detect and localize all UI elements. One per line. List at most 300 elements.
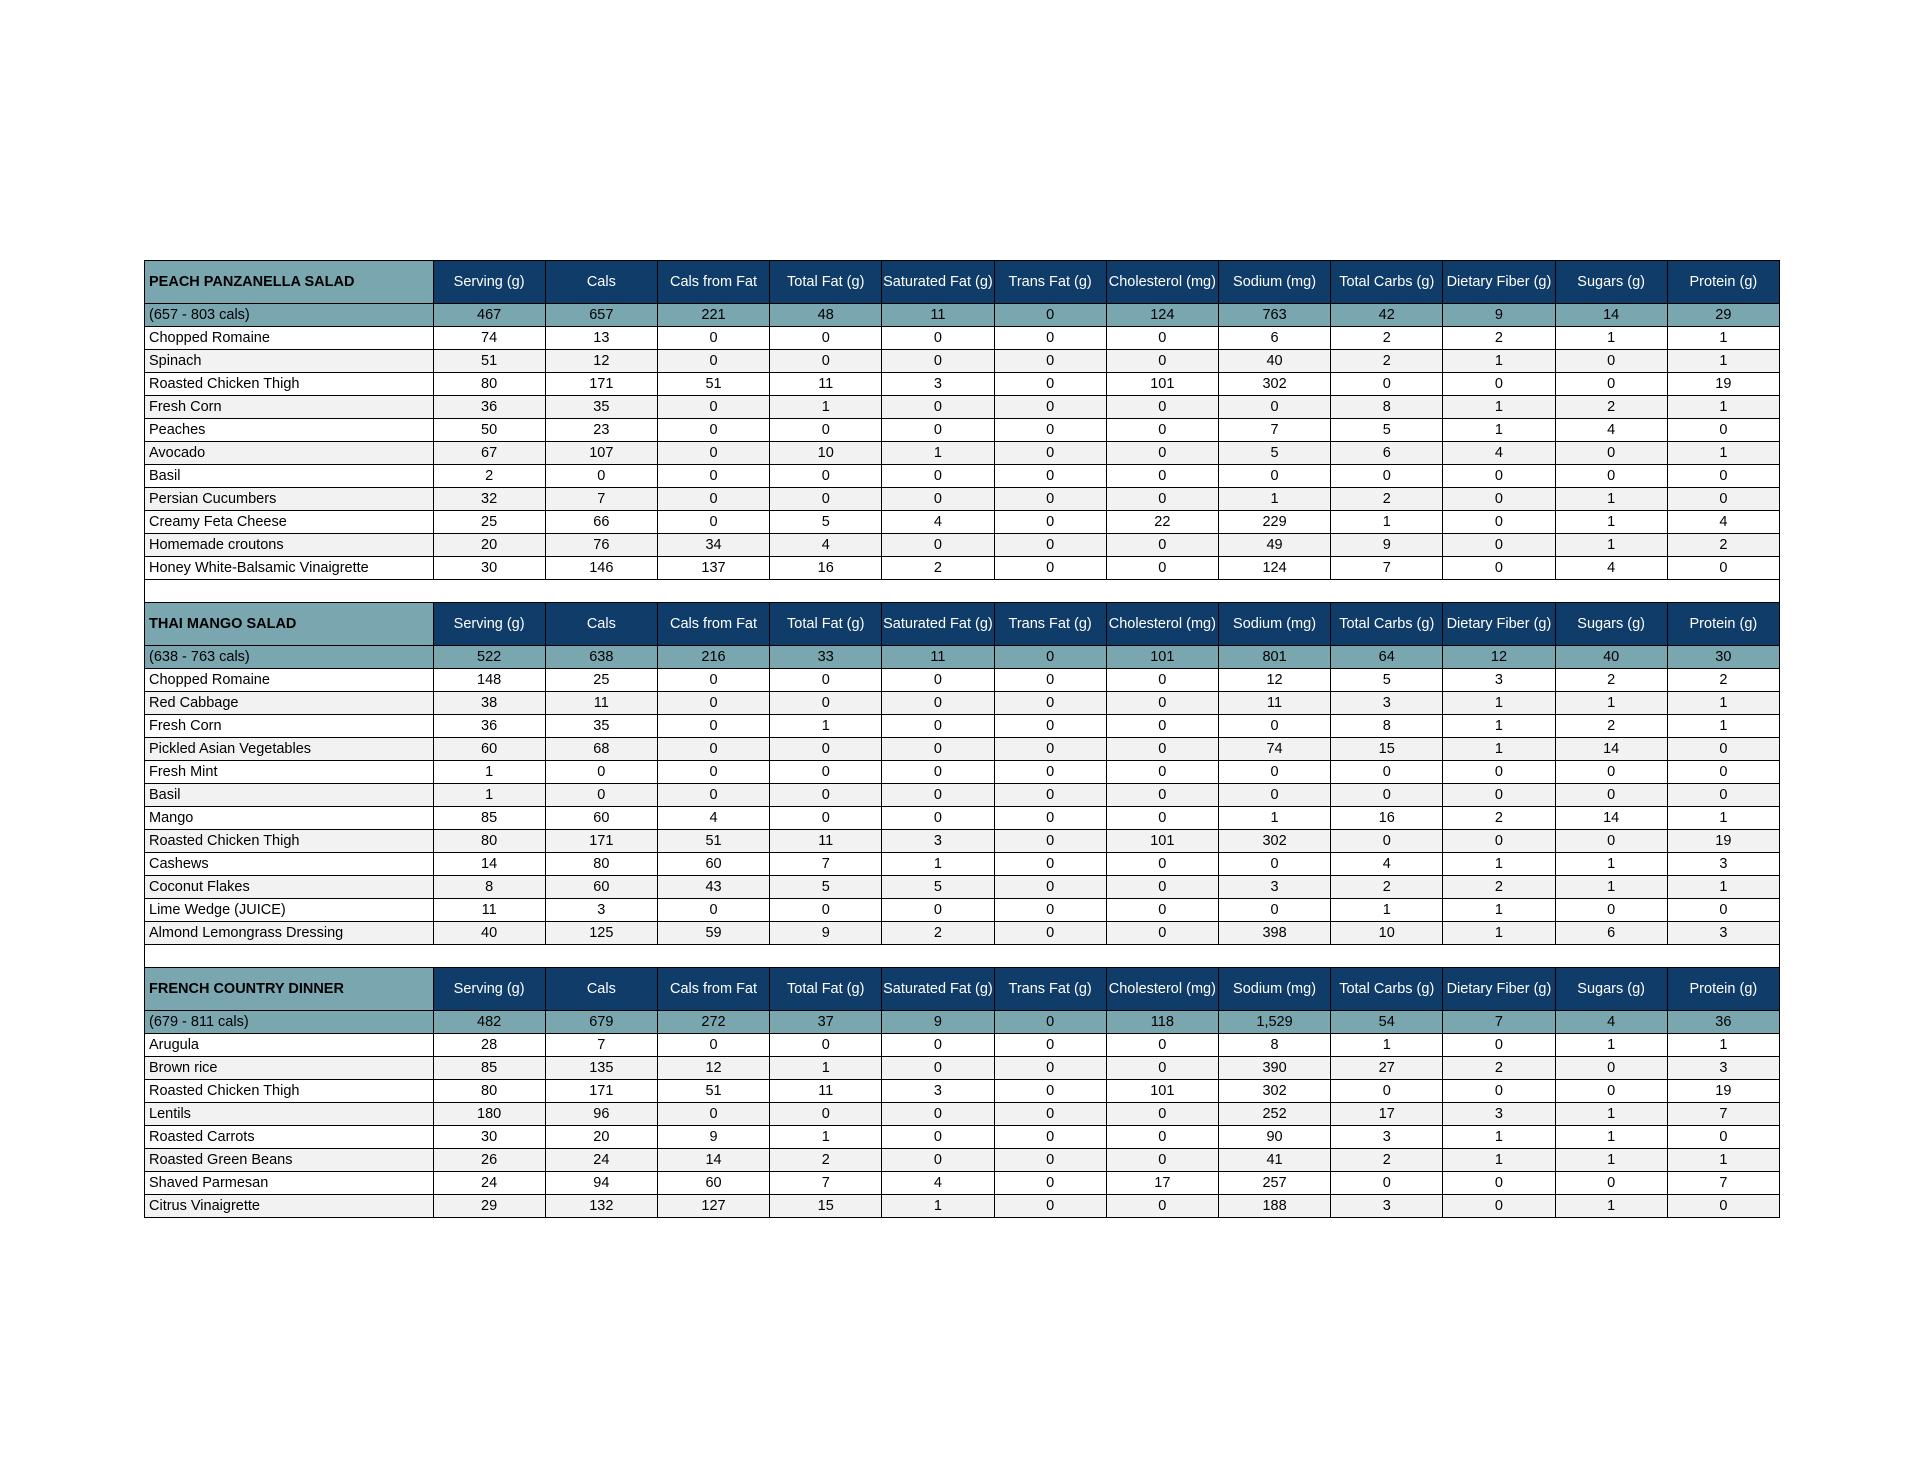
nutrient-value: 0: [882, 738, 994, 761]
nutrient-value: 11: [545, 692, 657, 715]
nutrient-value: 3: [1667, 922, 1779, 945]
table-row: [145, 419, 1780, 442]
nutrient-value: 9: [657, 1126, 769, 1149]
nutrient-value: 11: [433, 899, 545, 922]
nutrient-value: 0: [882, 715, 994, 738]
ingredient-name: Lime Wedge (JUICE): [145, 899, 434, 922]
nutrient-value: 38: [433, 692, 545, 715]
nutrient-value: 80: [433, 1080, 545, 1103]
table-row: [145, 1126, 1780, 1149]
nutrient-value: 12: [1218, 669, 1330, 692]
nutrient-value: 0: [545, 465, 657, 488]
nutrient-value: 0: [770, 807, 882, 830]
table-row: [145, 784, 1780, 807]
nutrient-value: 0: [1106, 1126, 1218, 1149]
nutrient-value: 5: [1331, 669, 1443, 692]
nutrient-value: 1: [1555, 511, 1667, 534]
column-header: Cals from Fat: [657, 261, 769, 304]
nutrient-value: 0: [657, 784, 769, 807]
nutrient-value: 2: [1331, 876, 1443, 899]
nutrient-value: 0: [657, 327, 769, 350]
nutrient-value: 0: [994, 557, 1106, 580]
nutrient-value: 11: [770, 1080, 882, 1103]
nutrient-value: 1: [1667, 692, 1779, 715]
table-row: [145, 1195, 1780, 1218]
nutrient-value: 0: [770, 669, 882, 692]
table-row: [145, 876, 1780, 899]
nutrient-value: 36: [433, 715, 545, 738]
column-header: Sodium (mg): [1218, 261, 1330, 304]
nutrient-value: 14: [1555, 807, 1667, 830]
nutrient-value: 1: [770, 715, 882, 738]
nutrient-value: 0: [994, 396, 1106, 419]
nutrient-value: 0: [1667, 419, 1779, 442]
nutrient-value: 0: [1443, 373, 1555, 396]
column-header: Total Fat (g): [770, 603, 882, 646]
nutrient-value: 0: [770, 784, 882, 807]
column-header: Total Fat (g): [770, 968, 882, 1011]
nutrient-value: 101: [1106, 373, 1218, 396]
nutrient-value: 0: [1555, 830, 1667, 853]
nutrient-value: 76: [545, 534, 657, 557]
total-value: 216: [657, 646, 769, 669]
table-body: [145, 261, 1780, 1218]
nutrient-value: 24: [545, 1149, 657, 1172]
section-title: PEACH PANZANELLA SALAD: [145, 261, 434, 304]
total-value: 763: [1218, 304, 1330, 327]
nutrient-value: 0: [1443, 534, 1555, 557]
nutrient-value: 3: [882, 830, 994, 853]
nutrient-value: 146: [545, 557, 657, 580]
total-value: 7: [1443, 1011, 1555, 1034]
nutrient-value: 0: [1443, 465, 1555, 488]
nutrient-value: 85: [433, 807, 545, 830]
nutrient-value: 0: [770, 738, 882, 761]
ingredient-name: Red Cabbage: [145, 692, 434, 715]
nutrient-value: 1: [433, 784, 545, 807]
ingredient-name: Persian Cucumbers: [145, 488, 434, 511]
nutrient-value: 148: [433, 669, 545, 692]
nutrient-value: 0: [994, 761, 1106, 784]
ingredient-name: Arugula: [145, 1034, 434, 1057]
nutrient-value: 13: [545, 327, 657, 350]
nutrient-value: 6: [1555, 922, 1667, 945]
column-header: Serving (g): [433, 968, 545, 1011]
table-row: [145, 534, 1780, 557]
nutrient-value: 5: [1331, 419, 1443, 442]
nutrient-value: 0: [1443, 784, 1555, 807]
nutrient-value: 0: [1106, 327, 1218, 350]
total-value: 14: [1555, 304, 1667, 327]
total-value: 118: [1106, 1011, 1218, 1034]
nutrient-value: 0: [1106, 784, 1218, 807]
nutrient-value: 24: [433, 1172, 545, 1195]
ingredient-name: Lentils: [145, 1103, 434, 1126]
column-header: Sugars (g): [1555, 603, 1667, 646]
nutrient-value: 80: [433, 373, 545, 396]
calorie-range: (657 - 803 cals): [145, 304, 434, 327]
nutrient-value: 0: [1443, 830, 1555, 853]
column-header: Total Carbs (g): [1331, 261, 1443, 304]
nutrient-value: 0: [1555, 899, 1667, 922]
nutrient-value: 0: [770, 465, 882, 488]
total-value: 4: [1555, 1011, 1667, 1034]
nutrient-value: 50: [433, 419, 545, 442]
nutrient-value: 1: [1443, 396, 1555, 419]
table-row: [145, 715, 1780, 738]
nutrient-value: 0: [994, 853, 1106, 876]
nutrient-value: 0: [770, 419, 882, 442]
ingredient-name: Fresh Mint: [145, 761, 434, 784]
table-row: [145, 327, 1780, 350]
ingredient-name: Cashews: [145, 853, 434, 876]
nutrient-value: 7: [1331, 557, 1443, 580]
column-header: Cholesterol (mg): [1106, 603, 1218, 646]
table-row: [145, 557, 1780, 580]
nutrient-value: 59: [657, 922, 769, 945]
nutrient-value: 124: [1218, 557, 1330, 580]
nutrient-value: 0: [1106, 692, 1218, 715]
nutrient-value: 0: [657, 442, 769, 465]
nutrient-value: 60: [433, 738, 545, 761]
table-row: [145, 899, 1780, 922]
nutrient-value: 10: [1331, 922, 1443, 945]
nutrient-value: 12: [657, 1057, 769, 1080]
nutrient-value: 0: [770, 761, 882, 784]
nutrient-value: 0: [882, 1103, 994, 1126]
nutrient-value: 8: [1331, 396, 1443, 419]
nutrient-value: 3: [1218, 876, 1330, 899]
nutrient-value: 0: [1443, 1195, 1555, 1218]
nutrient-value: 51: [433, 350, 545, 373]
nutrient-value: 0: [1555, 784, 1667, 807]
nutrient-value: 1: [1555, 1149, 1667, 1172]
nutrient-value: 2: [433, 465, 545, 488]
total-value: 42: [1331, 304, 1443, 327]
section-title: FRENCH COUNTRY DINNER: [145, 968, 434, 1011]
nutrient-value: 1: [1667, 715, 1779, 738]
ingredient-name: Mango: [145, 807, 434, 830]
nutrient-value: 0: [1106, 1034, 1218, 1057]
total-value: 11: [882, 646, 994, 669]
spacer-cell: [145, 580, 1780, 603]
nutrient-value: 4: [657, 807, 769, 830]
nutrient-value: 0: [994, 922, 1106, 945]
nutrient-value: 14: [1555, 738, 1667, 761]
nutrient-value: 4: [1443, 442, 1555, 465]
nutrient-value: 0: [1555, 1057, 1667, 1080]
nutrient-value: 0: [994, 899, 1106, 922]
nutrient-value: 7: [770, 1172, 882, 1195]
nutrient-value: 27: [1331, 1057, 1443, 1080]
nutrient-value: 1: [882, 442, 994, 465]
nutrient-value: 0: [994, 830, 1106, 853]
nutrient-value: 85: [433, 1057, 545, 1080]
ingredient-name: Roasted Chicken Thigh: [145, 373, 434, 396]
nutrient-value: 0: [1106, 761, 1218, 784]
total-value: 0: [994, 304, 1106, 327]
nutrient-value: 2: [1443, 807, 1555, 830]
column-header: Trans Fat (g): [994, 968, 1106, 1011]
column-header: Sugars (g): [1555, 261, 1667, 304]
nutrient-value: 0: [882, 1034, 994, 1057]
nutrient-value: 0: [994, 327, 1106, 350]
nutrient-value: 0: [1667, 761, 1779, 784]
total-value: 9: [882, 1011, 994, 1034]
nutrient-value: 1: [1667, 876, 1779, 899]
nutrient-value: 25: [433, 511, 545, 534]
nutrient-value: 0: [1667, 899, 1779, 922]
nutrient-value: 7: [1218, 419, 1330, 442]
nutrient-value: 3: [1667, 853, 1779, 876]
nutrient-value: 0: [1555, 350, 1667, 373]
nutrient-value: 19: [1667, 373, 1779, 396]
nutrient-value: 0: [994, 715, 1106, 738]
nutrient-value: 3: [882, 1080, 994, 1103]
table-row: [145, 511, 1780, 534]
nutrient-value: 2: [1667, 669, 1779, 692]
nutrient-value: 16: [770, 557, 882, 580]
nutrient-value: 107: [545, 442, 657, 465]
nutrient-value: 2: [1667, 534, 1779, 557]
column-header: Protein (g): [1667, 261, 1779, 304]
nutrient-value: 0: [1218, 853, 1330, 876]
nutrient-value: 3: [1331, 692, 1443, 715]
nutrient-value: 0: [1555, 1172, 1667, 1195]
nutrient-value: 132: [545, 1195, 657, 1218]
nutrient-value: 0: [994, 1057, 1106, 1080]
column-header: Sodium (mg): [1218, 603, 1330, 646]
ingredient-name: Roasted Chicken Thigh: [145, 1080, 434, 1103]
nutrient-value: 0: [1218, 715, 1330, 738]
column-header: Protein (g): [1667, 603, 1779, 646]
nutrient-value: 0: [994, 692, 1106, 715]
nutrient-value: 0: [657, 1103, 769, 1126]
total-value: 48: [770, 304, 882, 327]
nutrient-value: 1: [1443, 853, 1555, 876]
nutrient-value: 1: [1443, 692, 1555, 715]
nutrient-value: 0: [1443, 761, 1555, 784]
nutrient-value: 11: [770, 830, 882, 853]
total-value: 801: [1218, 646, 1330, 669]
table-row: [145, 1103, 1780, 1126]
nutrient-value: 1: [1555, 1195, 1667, 1218]
nutrient-value: 0: [1106, 1195, 1218, 1218]
ingredient-name: Chopped Romaine: [145, 669, 434, 692]
nutrient-value: 28: [433, 1034, 545, 1057]
nutrient-value: 0: [657, 350, 769, 373]
nutrient-value: 30: [433, 1126, 545, 1149]
nutrient-value: 0: [994, 784, 1106, 807]
nutrient-value: 5: [1218, 442, 1330, 465]
nutrient-value: 2: [1443, 327, 1555, 350]
ingredient-name: Peaches: [145, 419, 434, 442]
nutrient-value: 66: [545, 511, 657, 534]
nutrient-value: 0: [1106, 807, 1218, 830]
nutrient-value: 1: [1667, 442, 1779, 465]
nutrient-value: 0: [994, 876, 1106, 899]
ingredient-name: Roasted Chicken Thigh: [145, 830, 434, 853]
table-row: [145, 373, 1780, 396]
nutrient-value: 0: [770, 327, 882, 350]
nutrient-value: 0: [657, 738, 769, 761]
nutrient-value: 229: [1218, 511, 1330, 534]
nutrient-value: 0: [994, 1195, 1106, 1218]
nutrient-value: 1: [1667, 1034, 1779, 1057]
nutrient-value: 14: [433, 853, 545, 876]
column-header: Sodium (mg): [1218, 968, 1330, 1011]
nutrient-value: 0: [994, 511, 1106, 534]
nutrient-value: 1: [770, 1126, 882, 1149]
column-header: Protein (g): [1667, 968, 1779, 1011]
nutrient-value: 0: [1555, 442, 1667, 465]
nutrient-value: 34: [657, 534, 769, 557]
nutrient-value: 0: [770, 350, 882, 373]
nutrient-value: 4: [1667, 511, 1779, 534]
nutrient-value: 40: [1218, 350, 1330, 373]
nutrient-value: 0: [1555, 373, 1667, 396]
nutrient-value: 0: [657, 419, 769, 442]
nutrient-value: 0: [1555, 761, 1667, 784]
nutrient-value: 10: [770, 442, 882, 465]
nutrient-value: 1: [1218, 807, 1330, 830]
ingredient-name: Brown rice: [145, 1057, 434, 1080]
nutrient-value: 0: [1667, 1126, 1779, 1149]
nutrient-value: 101: [1106, 830, 1218, 853]
nutrient-value: 0: [1106, 853, 1218, 876]
column-header: Total Fat (g): [770, 261, 882, 304]
nutrient-value: 17: [1331, 1103, 1443, 1126]
nutrient-value: 80: [545, 853, 657, 876]
nutrient-value: 1: [1667, 807, 1779, 830]
nutrient-value: 1: [1443, 419, 1555, 442]
nutrient-value: 35: [545, 396, 657, 419]
nutrient-value: 0: [1667, 557, 1779, 580]
nutrient-value: 1: [1443, 715, 1555, 738]
column-header: Cals: [545, 603, 657, 646]
nutrient-value: 1: [1443, 1149, 1555, 1172]
nutrient-value: 171: [545, 830, 657, 853]
column-header: Cals from Fat: [657, 968, 769, 1011]
nutrient-value: 3: [1443, 669, 1555, 692]
table-row: [145, 1172, 1780, 1195]
total-value: 679: [545, 1011, 657, 1034]
calorie-range: (638 - 763 cals): [145, 646, 434, 669]
table-row: [145, 922, 1780, 945]
nutrient-value: 5: [882, 876, 994, 899]
nutrient-value: 0: [994, 419, 1106, 442]
ingredient-name: Roasted Carrots: [145, 1126, 434, 1149]
total-value: 54: [1331, 1011, 1443, 1034]
column-header: Trans Fat (g): [994, 603, 1106, 646]
nutrient-value: 3: [1443, 1103, 1555, 1126]
nutrient-value: 8: [1218, 1034, 1330, 1057]
nutrient-value: 68: [545, 738, 657, 761]
nutrient-value: 101: [1106, 1080, 1218, 1103]
nutrient-value: 22: [1106, 511, 1218, 534]
nutrient-value: 0: [882, 1057, 994, 1080]
nutrient-value: 29: [433, 1195, 545, 1218]
nutrient-value: 36: [433, 396, 545, 419]
nutrient-value: 0: [1667, 1195, 1779, 1218]
nutrient-value: 0: [1106, 350, 1218, 373]
calorie-range: (679 - 811 cals): [145, 1011, 434, 1034]
nutrient-value: 32: [433, 488, 545, 511]
total-value: 1,529: [1218, 1011, 1330, 1034]
total-value: 467: [433, 304, 545, 327]
nutrient-value: 41: [1218, 1149, 1330, 1172]
nutrient-value: 0: [1106, 715, 1218, 738]
nutrient-value: 0: [1555, 1080, 1667, 1103]
table-row: [145, 807, 1780, 830]
nutrient-value: 1: [1555, 327, 1667, 350]
nutrient-value: 0: [1106, 1149, 1218, 1172]
section-header-row: [145, 261, 1780, 304]
table-row: [145, 669, 1780, 692]
table-row: [145, 1080, 1780, 1103]
nutrient-value: 1: [1667, 327, 1779, 350]
nutrient-value: 0: [1106, 557, 1218, 580]
total-value: 101: [1106, 646, 1218, 669]
nutrient-value: 0: [994, 669, 1106, 692]
total-value: 124: [1106, 304, 1218, 327]
nutrient-value: 7: [770, 853, 882, 876]
nutrient-value: 40: [433, 922, 545, 945]
nutrient-value: 4: [1331, 853, 1443, 876]
nutrient-value: 2: [1331, 1149, 1443, 1172]
nutrient-value: 15: [1331, 738, 1443, 761]
nutrient-value: 0: [994, 534, 1106, 557]
nutrient-value: 1: [1555, 534, 1667, 557]
nutrient-value: 0: [1106, 488, 1218, 511]
nutrient-value: 0: [882, 534, 994, 557]
nutrient-value: 26: [433, 1149, 545, 1172]
nutrient-value: 0: [994, 1080, 1106, 1103]
nutrient-value: 8: [1331, 715, 1443, 738]
nutrient-value: 6: [1218, 327, 1330, 350]
nutrient-value: 3: [545, 899, 657, 922]
ingredient-name: Fresh Corn: [145, 715, 434, 738]
total-value: 36: [1667, 1011, 1779, 1034]
table-row: [145, 1149, 1780, 1172]
nutrient-value: 0: [882, 488, 994, 511]
nutrient-value: 9: [770, 922, 882, 945]
ingredient-name: Homemade croutons: [145, 534, 434, 557]
section-totals-row: [145, 1011, 1780, 1034]
nutrient-value: 2: [1555, 715, 1667, 738]
table-row: [145, 761, 1780, 784]
nutrient-value: 4: [770, 534, 882, 557]
nutrient-value: 0: [770, 488, 882, 511]
nutrient-value: 0: [657, 396, 769, 419]
total-value: 0: [994, 1011, 1106, 1034]
nutrient-value: 4: [882, 511, 994, 534]
nutrient-value: 67: [433, 442, 545, 465]
nutrient-value: 1: [1555, 488, 1667, 511]
table-row: [145, 488, 1780, 511]
nutrient-value: 0: [770, 1103, 882, 1126]
nutrient-value: 19: [1667, 1080, 1779, 1103]
table-row: [145, 442, 1780, 465]
nutrient-value: 257: [1218, 1172, 1330, 1195]
nutrient-value: 14: [657, 1149, 769, 1172]
nutrient-value: 0: [1331, 1080, 1443, 1103]
nutrient-value: 2: [1555, 669, 1667, 692]
ingredient-name: Basil: [145, 465, 434, 488]
nutrient-value: 1: [770, 1057, 882, 1080]
nutrient-value: 302: [1218, 1080, 1330, 1103]
section-spacer: [145, 580, 1780, 603]
